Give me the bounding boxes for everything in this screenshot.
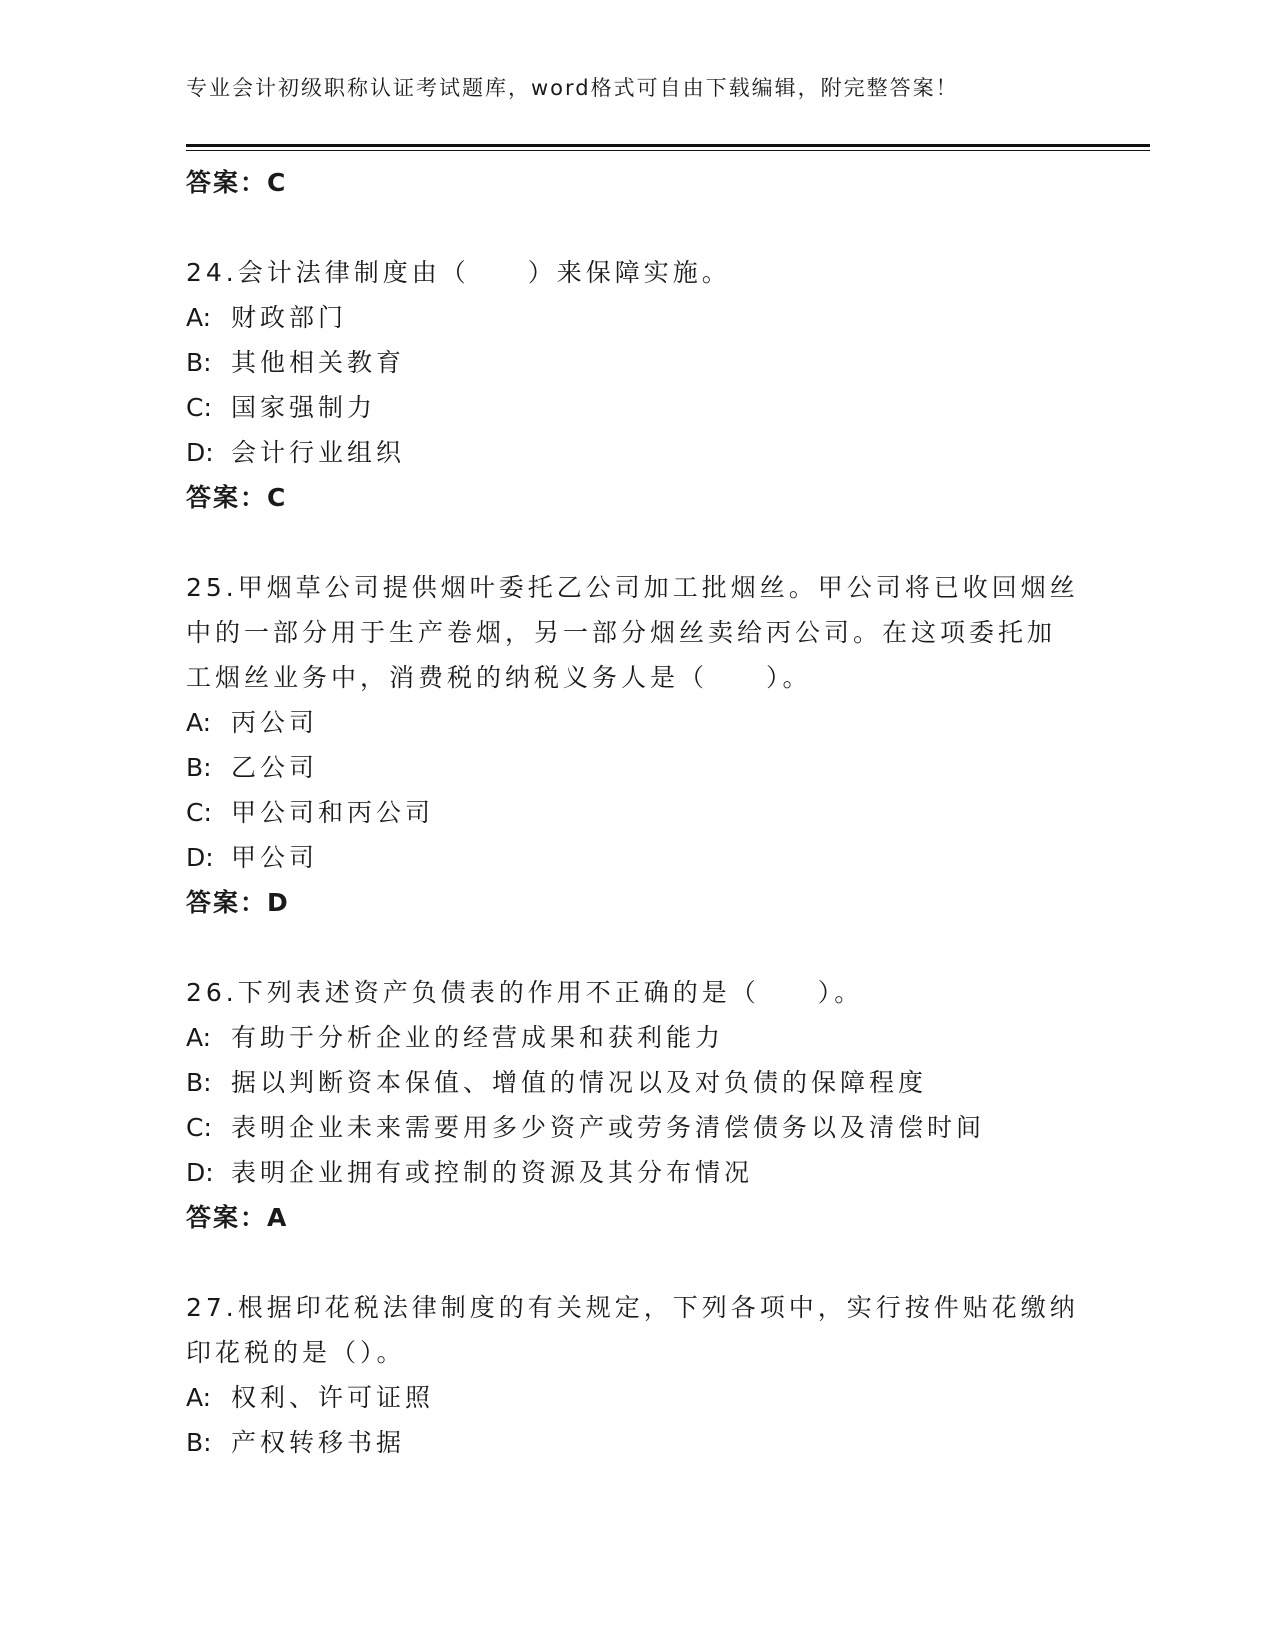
option-a xyxy=(186,1015,1086,1060)
header-rule-thin xyxy=(186,150,1150,151)
option-a xyxy=(186,295,1086,340)
option-text: 甲公司 xyxy=(231,843,319,872)
question-stem: 27.根据印花税法律制度的有关规定，下列各项中，实行按件贴花缴纳 xyxy=(186,1293,1079,1322)
option-letter: B: xyxy=(186,348,212,377)
option-a xyxy=(186,1375,1086,1420)
question-stem: 工烟丝业务中，消费税的纳税义务人是（ ）。 xyxy=(186,663,812,692)
option-text: 国家强制力 xyxy=(231,393,377,422)
option-letter: D: xyxy=(186,438,214,467)
option-text: 甲公司和丙公司 xyxy=(231,798,435,827)
option-letter: D: xyxy=(186,1158,214,1187)
option-letter: C: xyxy=(186,393,212,422)
option-d xyxy=(186,835,1086,880)
option-text: 乙公司 xyxy=(231,753,319,782)
question-stem: 26.下列表述资产负债表的作用不正确的是（ ）。 xyxy=(186,978,864,1007)
option-letter: B: xyxy=(186,753,212,782)
answer: 答案：D xyxy=(186,888,290,917)
option-b xyxy=(186,1060,1086,1105)
option-c xyxy=(186,385,1086,430)
question-26 xyxy=(186,970,1086,1240)
question-stem: 印花税的是（）。 xyxy=(186,1338,406,1367)
option-c xyxy=(186,790,1086,835)
option-text: 财政部门 xyxy=(231,303,348,332)
page-header: 专业会计初级职称认证考试题库，word格式可自由下载编辑，附完整答案！ xyxy=(186,76,959,100)
question-27 xyxy=(186,1285,1086,1465)
option-letter: C: xyxy=(186,798,212,827)
option-b xyxy=(186,340,1086,385)
option-letter: D: xyxy=(186,843,214,872)
question-24 xyxy=(186,250,1086,520)
previous-answer: 答案：C xyxy=(186,168,288,197)
option-letter: B: xyxy=(186,1068,212,1097)
option-letter: A: xyxy=(186,303,212,332)
option-b xyxy=(186,1420,1086,1465)
option-text: 表明企业未来需要用多少资产或劳务清偿债务以及清偿时间 xyxy=(231,1113,986,1142)
option-d xyxy=(186,430,1086,475)
option-letter: A: xyxy=(186,708,212,737)
question-list xyxy=(186,160,1086,1465)
option-a xyxy=(186,700,1086,745)
option-d xyxy=(186,1150,1086,1195)
option-text: 会计行业组织 xyxy=(231,438,406,467)
option-letter: A: xyxy=(186,1023,212,1052)
option-letter: A: xyxy=(186,1383,212,1412)
option-text: 表明企业拥有或控制的资源及其分布情况 xyxy=(231,1158,754,1187)
header-rule-thick xyxy=(186,144,1150,147)
option-c xyxy=(186,1105,1086,1150)
option-text: 产权转移书据 xyxy=(231,1428,406,1457)
question-stem: 中的一部分用于生产卷烟，另一部分烟丝卖给丙公司。在这项委托加 xyxy=(186,618,1057,647)
answer: 答案：C xyxy=(186,483,288,512)
answer: 答案：A xyxy=(186,1203,289,1232)
option-text: 有助于分析企业的经营成果和获利能力 xyxy=(231,1023,725,1052)
option-b xyxy=(186,745,1086,790)
option-letter: B: xyxy=(186,1428,212,1457)
question-stem: 25.甲烟草公司提供烟叶委托乙公司加工批烟丝。甲公司将已收回烟丝 xyxy=(186,573,1079,602)
question-25 xyxy=(186,565,1086,925)
option-letter: C: xyxy=(186,1113,212,1142)
option-text: 丙公司 xyxy=(231,708,319,737)
option-text: 其他相关教育 xyxy=(231,348,406,377)
option-text: 据以判断资本保值、增值的情况以及对负债的保障程度 xyxy=(231,1068,928,1097)
question-stem: 24.会计法律制度由（ ）来保障实施。 xyxy=(186,258,731,287)
option-text: 权利、许可证照 xyxy=(231,1383,435,1412)
